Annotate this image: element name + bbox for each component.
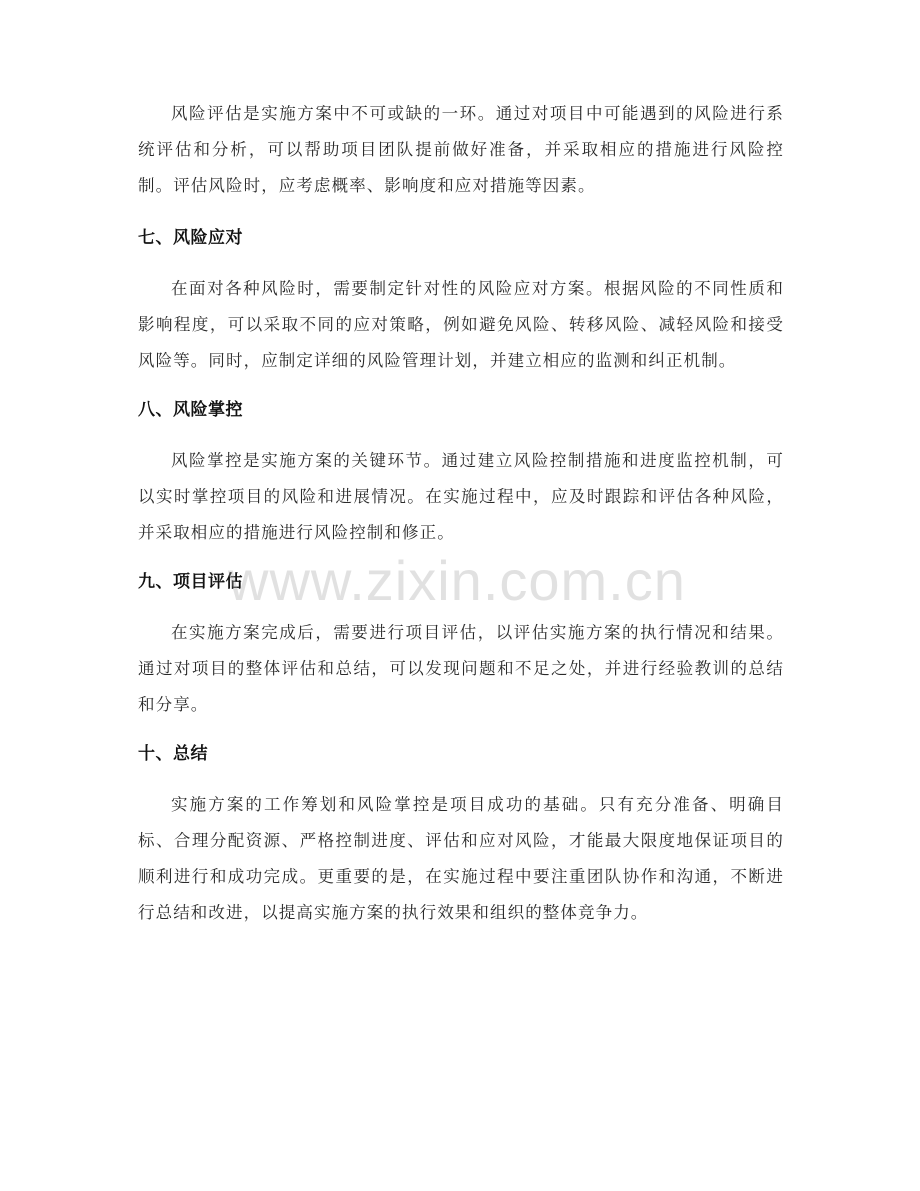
section-body-risk-response: 在面对各种风险时，需要制定针对性的风险应对方案。根据风险的不同性质和影响程度，可以采取不同的应对策略，例如避免风险、转移风险、减轻风险和接受风险等。同时，应制定详细的风险管理计划，并建立相应的监测和纠正机制。 (138, 279, 784, 370)
section-heading-project-evaluation: 九、项目评估 (138, 572, 243, 592)
document-body (138, 96, 784, 949)
section-heading-risk-control: 八、风险掌控 (138, 400, 243, 420)
section-heading-summary: 十、总结 (138, 744, 208, 764)
intro-paragraph: 风险评估是实施方案中不可或缺的一环。通过对项目中可能遇到的风险进行系统评估和分析，可以帮助项目团队提前做好准备，并采取相应的措施进行风险控制。评估风险时，应考虑概率、影响度和应对措施等因素。 (138, 104, 784, 195)
section-body-risk-control: 风险掌控是实施方案的关键环节。通过建立风险控制措施和进度监控机制，可以实时掌控项目的风险和进展情况。在实施过程中，应及时跟踪和评估各种风险，并采取相应的措施进行风险控制和修正。 (138, 451, 784, 542)
watermark: www.zixin.com.cn (228, 549, 686, 612)
section-body-project-evaluation: 在实施方案完成后，需要进行项目评估，以评估实施方案的执行情况和结果。通过对项目的整体评估和总结，可以发现问题和不足之处，并进行经验教训的总结和分享。 (138, 623, 784, 714)
section-body-summary: 实施方案的工作筹划和风险掌控是项目成功的基础。只有充分准备、明确目标、合理分配资源、严格控制进度、评估和应对风险，才能最大限度地保证项目的顺利进行和成功完成。更重要的是，在实施过程中要注重团队协作和沟通，不断进行总结和改进，以提高实施方案的执行效果和组织的整体竞争力。 (138, 795, 784, 922)
section-heading-risk-response: 七、风险应对 (138, 228, 243, 248)
